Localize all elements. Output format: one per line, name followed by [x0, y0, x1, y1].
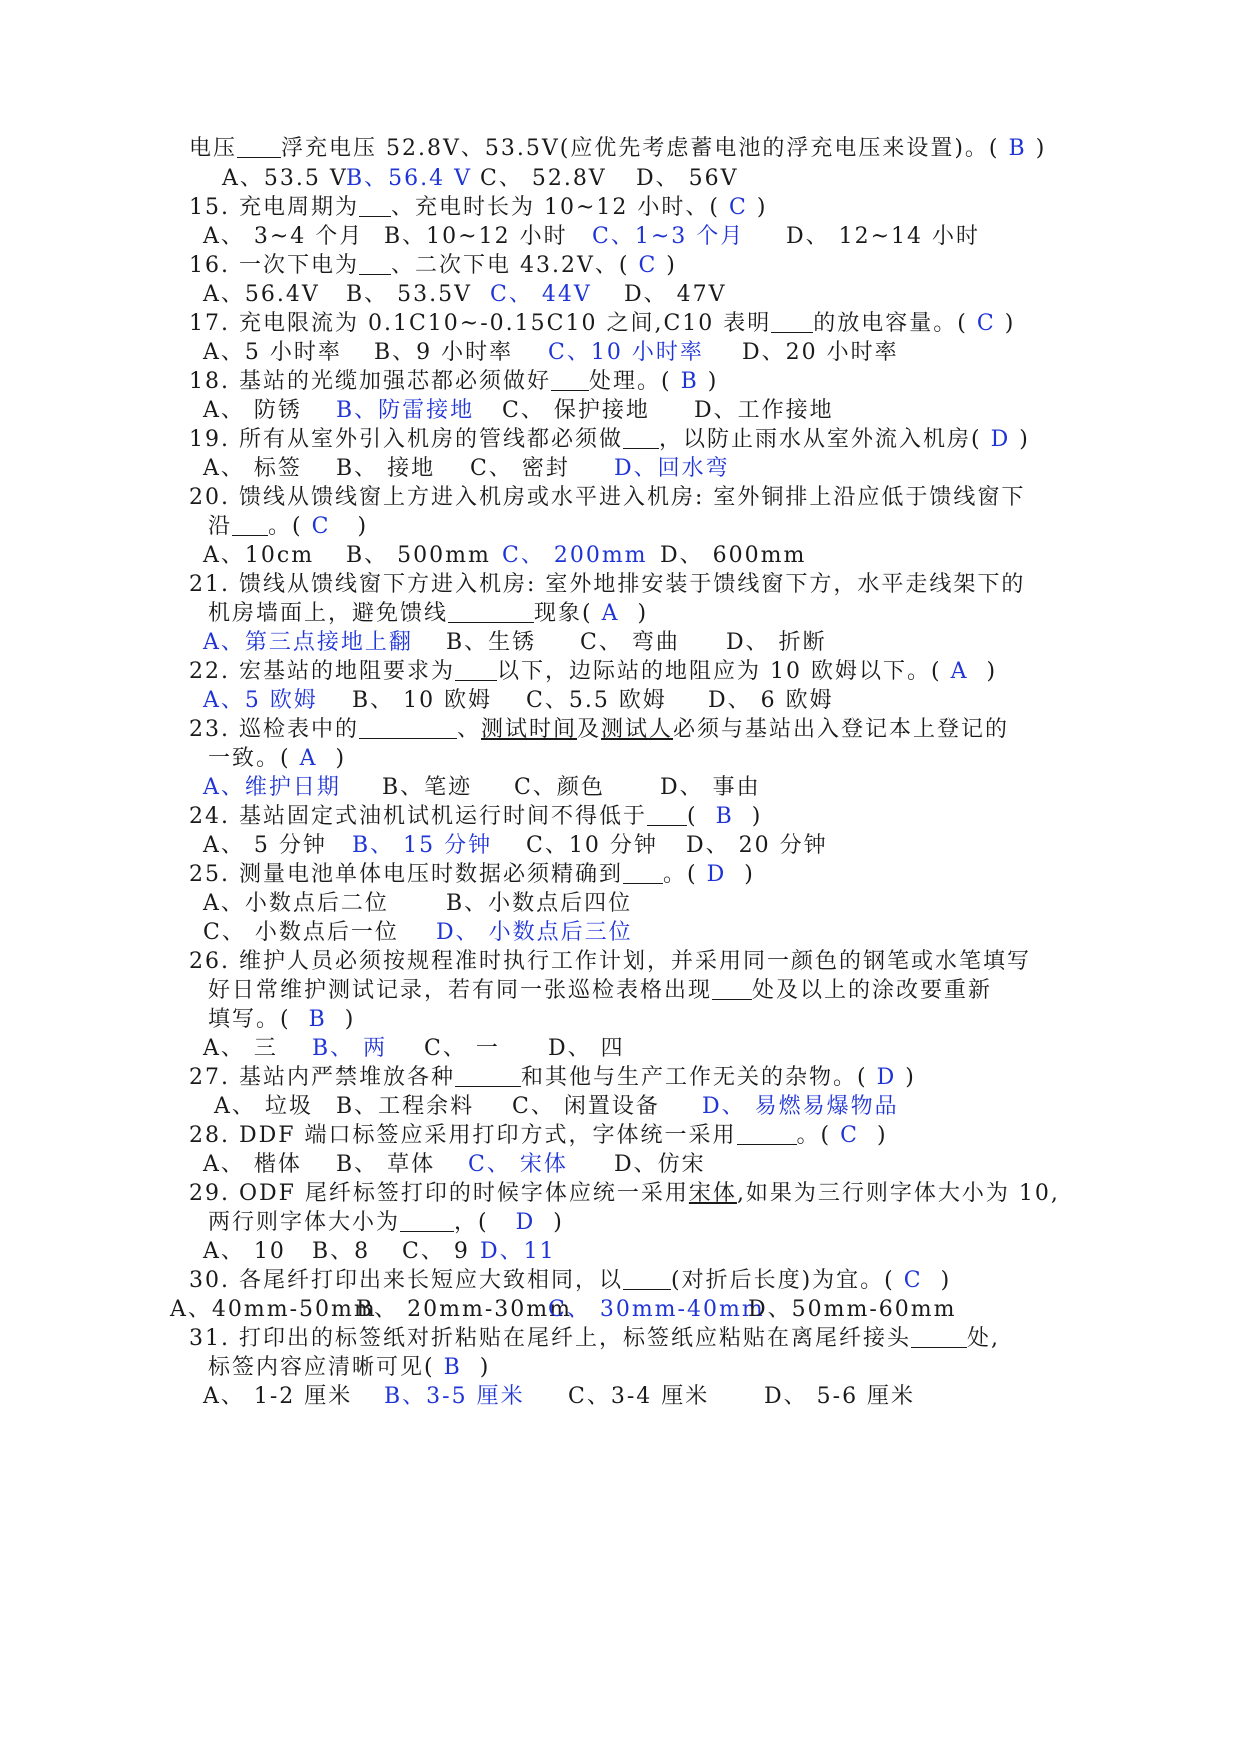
option-b: B、 两 — [312, 1036, 388, 1061]
option-d: D、仿宋 — [614, 1152, 706, 1177]
answer: B — [308, 1007, 327, 1032]
option-a: A、5 欧姆 — [203, 688, 318, 713]
option-a: A、 3~4 个月 — [203, 224, 364, 249]
option-d: D、 6 欧姆 — [708, 688, 834, 713]
option-a: A、53.5 V — [222, 166, 348, 191]
question-line: 电压 浮充电压 52.8V、53.5V(应优先考虑蓄电池的浮充电压来设置)。( B ) — [189, 136, 1047, 161]
answer: A — [950, 659, 969, 684]
option-d: D、 易燃易爆物品 — [702, 1094, 899, 1119]
option-b: B、 53.5V — [346, 282, 473, 307]
option-c: C、 宋体 — [468, 1152, 568, 1177]
option-a: A、 三 — [203, 1036, 278, 1061]
option-a: A、 5 分钟 — [203, 833, 327, 858]
option-a: A、5 小时率 — [203, 340, 342, 365]
question-24: 24. 基站固定式油机试机运行时间不得低于 ( B ) — [189, 804, 763, 829]
option-d: D、 折断 — [726, 630, 827, 655]
answer: B — [1008, 136, 1027, 161]
option-c: C、 弯曲 — [580, 630, 680, 655]
answer: C — [903, 1268, 923, 1293]
option-d: D、 20 分钟 — [686, 833, 828, 858]
option-b: B、生锈 — [446, 630, 537, 655]
option-c: C、 30mm-40mm — [548, 1297, 765, 1322]
option-c: C、 一 — [424, 1036, 500, 1061]
option-a: A、 1-2 厘米 — [203, 1384, 353, 1409]
question-27: 27. 基站内严禁堆放各种 和其他与生产工作无关的杂物。( D ) — [189, 1065, 916, 1090]
answer: B — [715, 804, 734, 829]
question-21-cont: 机房墙面上，避免馈线 现象( A ) — [208, 601, 649, 626]
question-15: 15. 充电周期为 、充电时长为 10~12 小时、( C ) — [189, 195, 768, 220]
option-c: C、10 分钟 — [526, 833, 658, 858]
option-d: D、 47V — [624, 282, 727, 307]
question-23: 23. 巡检表中的 、测试时间及测试人必须与基站出入登记本上登记的 — [189, 717, 1010, 742]
option-b: B、 15 分钟 — [352, 833, 493, 858]
question-29-cont: 两行则字体大小为 ，( D ) — [208, 1210, 564, 1235]
question-23-cont: 一致。( A ) — [208, 746, 347, 771]
option-c: C、 44V — [490, 282, 592, 307]
question-29: 29. ODF 尾纤标签打印的时候字体应统一采用宋体,如果为三行则字体大小为 10, — [189, 1181, 1060, 1206]
option-a: A、 10 — [203, 1239, 286, 1264]
option-c: C、 小数点后一位 — [203, 920, 399, 945]
option-c: C、5.5 欧姆 — [526, 688, 667, 713]
option-d: D、 小数点后三位 — [436, 920, 633, 945]
answer: B — [443, 1355, 462, 1380]
question-21: 21. 馈线从馈线窗下方进入机房: 室外地排安装于馈线窗下方，水平走线架下的 — [189, 572, 1026, 597]
option-a: A、第三点接地上翻 — [203, 630, 413, 655]
option-d: D、 600mm — [660, 543, 807, 568]
option-b: B、 接地 — [336, 456, 436, 481]
question-18: 18. 基站的光缆加强芯都必须做好 处理。( B ) — [189, 369, 719, 394]
question-19: 19. 所有从室外引入机房的管线都必须做 ，以防止雨水从室外流入机房( D ) — [189, 427, 1030, 452]
option-b: B、3-5 厘米 — [384, 1384, 525, 1409]
option-d: D、 5-6 厘米 — [764, 1384, 916, 1409]
option-a: A、 楷体 — [203, 1152, 302, 1177]
option-c: C、颜色 — [514, 775, 605, 800]
answer: D — [990, 427, 1011, 452]
option-d: D、工作接地 — [694, 398, 834, 423]
option-b: B、笔迹 — [382, 775, 473, 800]
option-c: C、3-4 厘米 — [568, 1384, 710, 1409]
option-b: B、 草体 — [336, 1152, 436, 1177]
answer: A — [299, 746, 318, 771]
option-c: C、1~3 个月 — [592, 224, 745, 249]
option-c: C、 52.8V — [480, 166, 607, 191]
option-d: D、20 小时率 — [742, 340, 899, 365]
question-20: 20. 馈线从馈线窗上方进入机房或水平进入机房: 室外铜排上沿应低于馈线窗下 — [189, 485, 1026, 510]
option-d: D、回水弯 — [614, 456, 730, 481]
option-a: A、 标签 — [203, 456, 302, 481]
question-26: 26. 维护人员必须按规程准时执行工作计划，并采用同一颜色的钢笔或水笔填写 — [189, 949, 1031, 974]
question-30: 30. 各尾纤打印出来长短应大致相同，以 (对折后长度)为宜。( C ) — [189, 1268, 952, 1293]
answer: C — [976, 311, 996, 336]
option-c: C、 闲置设备 — [512, 1094, 660, 1119]
answer: B — [680, 369, 699, 394]
option-b: B、工程余料 — [336, 1094, 475, 1119]
option-a: A、10cm — [203, 543, 315, 568]
option-b: B、10~12 小时 — [384, 224, 568, 249]
answer: D — [876, 1065, 897, 1090]
option-a: A、40mm-50mm — [170, 1297, 377, 1322]
option-d: D、 56V — [636, 166, 739, 191]
answer: C — [638, 253, 658, 278]
option-b: B、防雷接地 — [336, 398, 475, 423]
question-26-cont2: 填写。( B ) — [208, 1007, 356, 1032]
option-a: A、维护日期 — [203, 775, 341, 800]
option-b: B、 10 欧姆 — [352, 688, 493, 713]
option-c: C、 密封 — [470, 456, 570, 481]
option-d: D、 事由 — [660, 775, 761, 800]
option-d: D、 四 — [548, 1036, 625, 1061]
option-b: B、 500mm — [346, 543, 491, 568]
option-b: B、56.4 V — [346, 166, 473, 191]
question-22: 22. 宏基站的地阻要求为 以下，边际站的地阻应为 10 欧姆以下。( A ) — [189, 659, 998, 684]
answer: A — [601, 601, 620, 626]
answer: D — [706, 862, 727, 887]
option-a: A、小数点后二位 — [203, 891, 389, 916]
option-c: C、 9 — [402, 1239, 470, 1264]
option-d: D、11 — [480, 1239, 556, 1264]
option-b: B、 20mm-30mm — [356, 1297, 573, 1322]
option-a: A、 防锈 — [203, 398, 302, 423]
answer: C — [840, 1123, 859, 1148]
option-a: A、 垃圾 — [214, 1094, 313, 1119]
option-b: B、9 小时率 — [374, 340, 514, 365]
question-26-cont: 好日常维护测试记录，若有同一张巡检表格出现 处及以上的涂改要重新 — [208, 978, 993, 1003]
option-b: B、8 — [312, 1239, 371, 1264]
question-31: 31. 打印出的标签纸对折粘贴在尾纤上，标签纸应粘贴在离尾纤接头 处, — [189, 1326, 1000, 1351]
option-c: C、10 小时率 — [548, 340, 704, 365]
answer: D — [515, 1210, 536, 1235]
question-17: 17. 充电限流为 0.1C10~-0.15C10 之间,C10 表明 的放电容量。( C ) — [189, 311, 1016, 336]
option-c: C、 保护接地 — [502, 398, 650, 423]
option-d: D、50mm-60mm — [748, 1297, 957, 1322]
option-c: C、 200mm — [502, 543, 648, 568]
answer: C — [311, 514, 331, 539]
question-25: 25. 测量电池单体电压时数据必须精确到 。( D ) — [189, 862, 755, 887]
option-a: A、56.4V — [203, 282, 320, 307]
question-20-cont: 沿 。( C ) — [208, 514, 369, 539]
question-28: 28. DDF 端口标签应采用打印方式，字体统一采用 。( C ) — [189, 1123, 888, 1148]
question-16: 16. 一次下电为 、二次下电 43.2V、( C ) — [189, 253, 677, 278]
answer: C — [728, 195, 748, 220]
question-31-cont: 标签内容应清晰可见( B ) — [208, 1355, 491, 1380]
option-b: B、小数点后四位 — [446, 891, 633, 916]
option-d: D、 12~14 小时 — [786, 224, 981, 249]
